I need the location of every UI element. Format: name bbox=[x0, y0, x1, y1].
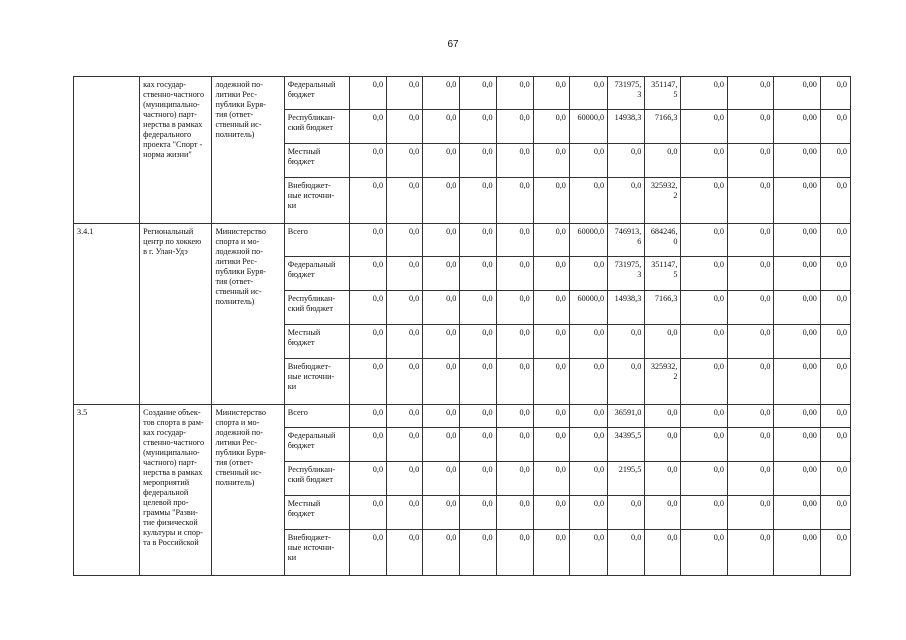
funding-value: 0,0 bbox=[387, 77, 423, 110]
funding-value: 0,0 bbox=[681, 257, 727, 291]
funding-value: 0,0 bbox=[681, 359, 727, 405]
funding-value: 0,00 bbox=[774, 428, 820, 462]
funding-value: 0,0 bbox=[460, 405, 496, 428]
funding-value: 0,00 bbox=[774, 291, 820, 325]
funding-value: 0,00 bbox=[774, 359, 820, 405]
responsible-executor: Министерство спорта и мо- лодежной по- литики Рес- публики Буря- тия (ответ- ственный ис- полнитель) bbox=[212, 224, 284, 405]
funding-value: 0,0 bbox=[608, 144, 645, 178]
funding-value: 351147, 5 bbox=[645, 77, 681, 110]
funding-value: 0,0 bbox=[349, 291, 386, 325]
funding-value: 0,0 bbox=[387, 325, 423, 359]
funding-value: 0,0 bbox=[820, 428, 850, 462]
funding-value: 0,0 bbox=[727, 359, 773, 405]
funding-value: 0,0 bbox=[533, 405, 569, 428]
funding-value: 0,0 bbox=[569, 77, 607, 110]
funding-value: 0,0 bbox=[387, 224, 423, 257]
funding-value: 0,0 bbox=[727, 462, 773, 496]
funding-value: 0,0 bbox=[681, 291, 727, 325]
funding-value: 0,0 bbox=[681, 110, 727, 144]
funding-value: 0,0 bbox=[423, 291, 460, 325]
funding-value: 0,0 bbox=[349, 325, 386, 359]
funding-value: 0,0 bbox=[460, 110, 496, 144]
funding-value: 0,0 bbox=[569, 325, 607, 359]
funding-value: 0,0 bbox=[820, 257, 850, 291]
funding-value: 0,0 bbox=[349, 462, 386, 496]
funding-value: 0,0 bbox=[533, 530, 569, 576]
funding-value: 0,0 bbox=[608, 496, 645, 530]
funding-value: 0,0 bbox=[727, 291, 773, 325]
funding-value: 0,0 bbox=[533, 224, 569, 257]
funding-value: 0,0 bbox=[460, 325, 496, 359]
funding-value: 0,0 bbox=[681, 77, 727, 110]
funding-value: 0,0 bbox=[423, 496, 460, 530]
funding-value: 0,0 bbox=[349, 178, 386, 224]
funding-value: 60000,0 bbox=[569, 291, 607, 325]
funding-value: 746913, 6 bbox=[608, 224, 645, 257]
funding-value: 0,0 bbox=[727, 178, 773, 224]
funding-value: 0,0 bbox=[496, 405, 533, 428]
funding-value: 0,00 bbox=[774, 144, 820, 178]
funding-value: 0,00 bbox=[774, 110, 820, 144]
item-code: 3.4.1 bbox=[74, 224, 140, 405]
funding-value: 0,0 bbox=[820, 224, 850, 257]
funding-value: 0,0 bbox=[460, 224, 496, 257]
funding-value: 2195,5 bbox=[608, 462, 645, 496]
funding-value: 0,0 bbox=[423, 144, 460, 178]
funding-value: 0,0 bbox=[496, 428, 533, 462]
funding-value: 0,0 bbox=[645, 530, 681, 576]
funding-value: 0,0 bbox=[423, 359, 460, 405]
funding-value: 0,0 bbox=[387, 178, 423, 224]
funding-value: 0,0 bbox=[569, 462, 607, 496]
funding-value: 0,0 bbox=[569, 405, 607, 428]
funding-value: 0,0 bbox=[569, 428, 607, 462]
funding-value: 0,0 bbox=[460, 144, 496, 178]
funding-value: 0,0 bbox=[727, 110, 773, 144]
funding-source: Внебюджет- ные источни- ки bbox=[284, 178, 349, 224]
table-row bbox=[74, 77, 851, 110]
funding-value: 0,0 bbox=[423, 325, 460, 359]
funding-value: 0,0 bbox=[460, 291, 496, 325]
funding-value: 0,0 bbox=[727, 257, 773, 291]
funding-value: 0,0 bbox=[460, 359, 496, 405]
funding-value: 0,0 bbox=[496, 530, 533, 576]
funding-value: 34395,5 bbox=[608, 428, 645, 462]
item-name: ках государ- ственно-частного (муниципально- частного) парт- нерства в рамках федерального проекта "Спорт - норма жизни" bbox=[140, 77, 212, 224]
responsible-executor: Министерство спорта и мо- лодежной по- литики Рес- публики Буря- тия (ответ- ственный ис- полнитель) bbox=[212, 405, 284, 576]
funding-value: 0,0 bbox=[387, 428, 423, 462]
funding-value: 0,0 bbox=[460, 530, 496, 576]
funding-value: 0,0 bbox=[496, 110, 533, 144]
funding-value: 0,0 bbox=[569, 144, 607, 178]
funding-value: 0,0 bbox=[496, 224, 533, 257]
funding-value: 0,00 bbox=[774, 257, 820, 291]
funding-value: 60000,0 bbox=[569, 110, 607, 144]
responsible-executor: лодежной по- литики Рес- публики Буря- тия (ответ- ственный ис- полнитель) bbox=[212, 77, 284, 224]
item-code bbox=[74, 77, 140, 224]
funding-value: 7166,3 bbox=[645, 291, 681, 325]
funding-value: 0,0 bbox=[727, 405, 773, 428]
table-row bbox=[74, 224, 851, 257]
funding-value: 0,0 bbox=[349, 144, 386, 178]
funding-value: 0,0 bbox=[387, 496, 423, 530]
funding-source: Федеральный бюджет bbox=[284, 77, 349, 110]
funding-value: 0,0 bbox=[423, 405, 460, 428]
funding-value: 0,0 bbox=[681, 224, 727, 257]
funding-source: Республикан- ский бюджет bbox=[284, 462, 349, 496]
funding-value: 0,0 bbox=[496, 359, 533, 405]
funding-value: 0,0 bbox=[645, 405, 681, 428]
funding-source: Республикан- ский бюджет bbox=[284, 110, 349, 144]
funding-value: 0,0 bbox=[460, 257, 496, 291]
funding-value: 0,0 bbox=[496, 291, 533, 325]
funding-value: 0,00 bbox=[774, 178, 820, 224]
funding-value: 7166,3 bbox=[645, 110, 681, 144]
funding-value: 0,0 bbox=[423, 428, 460, 462]
funding-value: 0,0 bbox=[496, 77, 533, 110]
funding-value: 0,0 bbox=[387, 530, 423, 576]
table-row bbox=[74, 405, 851, 428]
funding-value: 0,0 bbox=[820, 325, 850, 359]
funding-value: 0,0 bbox=[496, 325, 533, 359]
funding-value: 0,0 bbox=[423, 257, 460, 291]
funding-value: 0,0 bbox=[533, 257, 569, 291]
funding-source: Местный бюджет bbox=[284, 144, 349, 178]
funding-value: 684246, 0 bbox=[645, 224, 681, 257]
funding-value: 0,0 bbox=[460, 496, 496, 530]
funding-source: Федеральный бюджет bbox=[284, 428, 349, 462]
funding-value: 0,0 bbox=[496, 496, 533, 530]
funding-value: 0,0 bbox=[645, 462, 681, 496]
funding-value: 0,0 bbox=[460, 77, 496, 110]
funding-value: 0,0 bbox=[727, 496, 773, 530]
funding-value: 0,0 bbox=[533, 325, 569, 359]
page-number: 67 bbox=[447, 39, 459, 50]
funding-source: Всего bbox=[284, 405, 349, 428]
item-name: Создание объек- тов спорта в рам- ках государ- ственно-частного (муниципально- частного) парт- нерства в рамках мероприятий федеральной целевой про- граммы "Разви- тие физической культуры и спор- та в Российской bbox=[140, 405, 212, 576]
funding-value: 731975, 3 bbox=[608, 257, 645, 291]
funding-value: 0,0 bbox=[349, 359, 386, 405]
funding-value: 0,0 bbox=[608, 325, 645, 359]
funding-value: 0,0 bbox=[681, 144, 727, 178]
funding-value: 0,0 bbox=[727, 224, 773, 257]
funding-value: 0,0 bbox=[569, 257, 607, 291]
funding-value: 0,0 bbox=[608, 359, 645, 405]
funding-value: 0,0 bbox=[820, 462, 850, 496]
funding-value: 0,0 bbox=[820, 77, 850, 110]
funding-value: 0,0 bbox=[387, 144, 423, 178]
funding-value: 0,0 bbox=[460, 428, 496, 462]
funding-value: 325932, 2 bbox=[645, 178, 681, 224]
funding-value: 0,0 bbox=[569, 359, 607, 405]
funding-value: 0,0 bbox=[533, 77, 569, 110]
funding-source: Республикан- ский бюджет bbox=[284, 291, 349, 325]
item-code: 3.5 bbox=[74, 405, 140, 576]
funding-value: 60000,0 bbox=[569, 224, 607, 257]
funding-value: 0,00 bbox=[774, 462, 820, 496]
funding-value: 0,0 bbox=[423, 77, 460, 110]
funding-value: 0,0 bbox=[387, 359, 423, 405]
funding-value: 0,0 bbox=[533, 110, 569, 144]
funding-value: 0,0 bbox=[681, 496, 727, 530]
funding-value: 0,0 bbox=[533, 462, 569, 496]
item-name: Региональный центр по хоккею в г. Улан-Удэ bbox=[140, 224, 212, 405]
funding-value: 0,0 bbox=[349, 496, 386, 530]
funding-value: 0,0 bbox=[569, 496, 607, 530]
funding-value: 0,0 bbox=[423, 530, 460, 576]
funding-source: Внебюджет- ные источни- ки bbox=[284, 359, 349, 405]
funding-value: 0,0 bbox=[645, 325, 681, 359]
funding-value: 0,0 bbox=[349, 428, 386, 462]
funding-value: 0,0 bbox=[423, 462, 460, 496]
funding-value: 0,0 bbox=[349, 530, 386, 576]
funding-value: 0,0 bbox=[820, 144, 850, 178]
funding-source: Местный бюджет bbox=[284, 496, 349, 530]
funding-value: 0,0 bbox=[727, 77, 773, 110]
funding-value: 0,0 bbox=[349, 224, 386, 257]
funding-value: 0,0 bbox=[727, 144, 773, 178]
funding-value: 0,0 bbox=[608, 530, 645, 576]
funding-value: 0,0 bbox=[820, 530, 850, 576]
funding-value: 0,0 bbox=[533, 291, 569, 325]
funding-value: 0,0 bbox=[387, 405, 423, 428]
funding-value: 0,0 bbox=[423, 178, 460, 224]
funding-value: 351147, 5 bbox=[645, 257, 681, 291]
funding-value: 0,0 bbox=[727, 325, 773, 359]
funding-value: 0,0 bbox=[349, 77, 386, 110]
funding-source: Внебюджет- ные источни- ки bbox=[284, 530, 349, 576]
funding-value: 0,0 bbox=[387, 462, 423, 496]
funding-value: 0,0 bbox=[533, 359, 569, 405]
funding-value: 0,00 bbox=[774, 325, 820, 359]
funding-value: 0,0 bbox=[460, 462, 496, 496]
funding-value: 0,0 bbox=[533, 496, 569, 530]
funding-value: 731975, 3 bbox=[608, 77, 645, 110]
funding-value: 0,0 bbox=[681, 325, 727, 359]
funding-value: 0,0 bbox=[681, 405, 727, 428]
budget-table bbox=[73, 76, 851, 576]
funding-value: 0,0 bbox=[820, 359, 850, 405]
funding-value: 0,0 bbox=[387, 257, 423, 291]
funding-value: 0,0 bbox=[496, 144, 533, 178]
funding-value: 0,0 bbox=[387, 110, 423, 144]
funding-value: 36591,0 bbox=[608, 405, 645, 428]
funding-value: 0,0 bbox=[533, 144, 569, 178]
funding-value: 0,0 bbox=[681, 530, 727, 576]
funding-value: 0,0 bbox=[681, 462, 727, 496]
funding-value: 0,0 bbox=[496, 462, 533, 496]
funding-value: 14938,3 bbox=[608, 291, 645, 325]
funding-value: 0,0 bbox=[820, 496, 850, 530]
funding-source: Всего bbox=[284, 224, 349, 257]
funding-source: Местный бюджет bbox=[284, 325, 349, 359]
funding-value: 0,00 bbox=[774, 530, 820, 576]
funding-value: 0,0 bbox=[820, 291, 850, 325]
funding-value: 0,0 bbox=[681, 428, 727, 462]
funding-value: 0,00 bbox=[774, 496, 820, 530]
funding-value: 0,0 bbox=[645, 428, 681, 462]
funding-value: 0,0 bbox=[645, 496, 681, 530]
funding-value: 0,0 bbox=[349, 257, 386, 291]
funding-value: 0,0 bbox=[460, 178, 496, 224]
funding-value: 0,00 bbox=[774, 224, 820, 257]
funding-value: 14938,3 bbox=[608, 110, 645, 144]
funding-value: 0,0 bbox=[608, 178, 645, 224]
funding-source: Федеральный бюджет bbox=[284, 257, 349, 291]
funding-value: 0,0 bbox=[569, 178, 607, 224]
funding-value: 0,0 bbox=[423, 110, 460, 144]
funding-value: 0,0 bbox=[727, 530, 773, 576]
funding-value: 0,0 bbox=[349, 110, 386, 144]
funding-value: 0,0 bbox=[727, 428, 773, 462]
funding-value: 0,0 bbox=[387, 291, 423, 325]
funding-value: 0,0 bbox=[820, 405, 850, 428]
funding-value: 0,0 bbox=[496, 178, 533, 224]
funding-value: 0,0 bbox=[533, 178, 569, 224]
funding-value: 0,00 bbox=[774, 77, 820, 110]
funding-value: 0,0 bbox=[423, 224, 460, 257]
funding-value: 0,0 bbox=[645, 144, 681, 178]
funding-value: 0,0 bbox=[569, 530, 607, 576]
funding-value: 0,0 bbox=[349, 405, 386, 428]
funding-value: 0,0 bbox=[533, 428, 569, 462]
funding-value: 0,0 bbox=[820, 110, 850, 144]
funding-value: 325932, 2 bbox=[645, 359, 681, 405]
funding-value: 0,00 bbox=[774, 405, 820, 428]
funding-value: 0,0 bbox=[496, 257, 533, 291]
funding-value: 0,0 bbox=[820, 178, 850, 224]
funding-value: 0,0 bbox=[681, 178, 727, 224]
